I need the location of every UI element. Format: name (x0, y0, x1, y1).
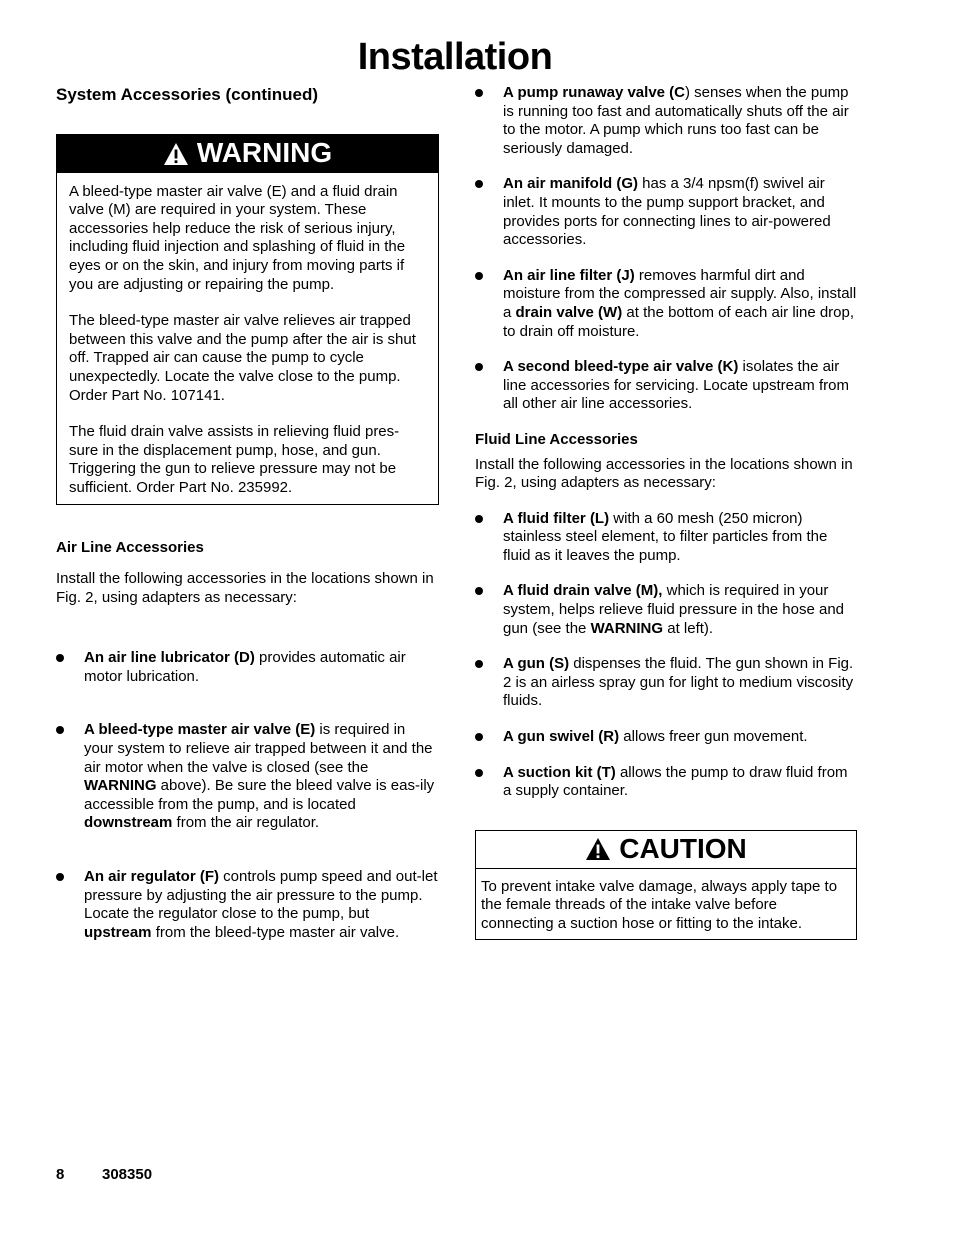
item-bold: A gun swivel (R) (503, 728, 620, 746)
air-line-list (56, 649, 438, 942)
item-bold: WARNING (590, 619, 664, 637)
item-bold: WARNING (84, 777, 157, 795)
item-text: from the bleed-type master air valve. (151, 923, 400, 941)
bullet-icon (475, 769, 483, 777)
item-bold: A suction kit (T) (503, 763, 616, 781)
item-bold: A second bleed-type air valve (K) (503, 358, 739, 376)
page-footer (56, 1166, 152, 1183)
air-line-intro: Install the following accessories in the locations shown in Fig. 2, using adapters as necessary: (56, 570, 434, 606)
warning-box (56, 134, 439, 505)
warning-header (57, 135, 438, 173)
list-item (475, 728, 857, 747)
warning-label: WARNING (196, 137, 333, 169)
doc-number: 308350 (102, 1166, 153, 1183)
item-bold: A gun (S) (503, 655, 570, 673)
item-text: controls pump speed and out-let pressure by adjusting the air pressure to the pump. Locate the regulator close to the pump, but (84, 868, 438, 923)
section-heading: System Accessories (continued) (56, 85, 319, 104)
caution-header (476, 831, 856, 869)
warning-paragraph: The fluid drain valve assists in relieving fluid pres-sure in the displacement pump, hose, and gun. Triggering the gun to relieve pressure may not be sufficient. Order Part No. 235992. (69, 423, 400, 496)
list-item (56, 649, 438, 686)
item-bold: downstream (84, 814, 173, 832)
item-text: removes harmful dirt and moisture from the compressed air supply. Also, install a (503, 266, 857, 321)
bullet-icon (56, 726, 64, 734)
list-item (475, 582, 857, 638)
item-text: at left). (663, 619, 714, 637)
fluid-line-list (475, 510, 857, 801)
caution-triangle-icon (585, 837, 611, 861)
list-item (475, 655, 857, 711)
left-column (56, 84, 438, 942)
bullet-icon (475, 363, 483, 371)
item-text: is required in your system to relieve air trapped between it and the air motor when the valve is closed (see the (84, 721, 433, 776)
list-item (475, 267, 857, 341)
item-text: has a 3/4 npsm(f) swivel air inlet. It mounts to the pump support bracket, and provides ports for connecting lines to air-powered accessories. (503, 175, 831, 249)
page-number: 8 (56, 1166, 65, 1183)
list-item (56, 721, 438, 833)
list-item (475, 175, 857, 249)
right-column (475, 84, 857, 940)
warning-triangle-icon (163, 142, 189, 166)
fluid-line-intro: Install the following accessories in the locations shown in Fig. 2, using adapters as necessary: (475, 455, 853, 492)
caution-label: CAUTION (619, 833, 747, 865)
air-line-heading: Air Line Accessories (56, 538, 204, 556)
item-bold: An air line filter (J) (503, 266, 635, 284)
list-item (475, 510, 857, 566)
item-bold: An air line lubricator (D) (84, 649, 255, 667)
item-text: above). Be sure the bleed valve is eas-ily accessible from the pump, and is located (84, 777, 435, 813)
item-text: isolates the air line accessories for servicing. Locate upstream from all other air line accessories. (503, 358, 849, 413)
item-bold: drain valve (W) (515, 303, 623, 321)
air-line-list-continued (475, 84, 857, 414)
bullet-icon (475, 272, 483, 280)
item-text: allows the pump to draw fluid from a supply container. (503, 763, 848, 800)
bullet-icon (56, 873, 64, 881)
item-text: provides automatic air motor lubrication. (84, 649, 406, 685)
bullet-icon (475, 587, 483, 595)
bullet-icon (475, 89, 483, 97)
bullet-icon (475, 733, 483, 741)
item-bold: A fluid filter (L) (503, 509, 610, 527)
item-bold: An air manifold (G) (503, 175, 638, 193)
warning-paragraph: The bleed-type master air valve relieves air trapped between this valve and the pump after the air is shut off. Trapped air can cause the pump to cycle unexpectedly. Locate the valve close to the pump. Order Part No. 107141. (69, 312, 416, 404)
item-text: with a 60 mesh (250 micron) stainless steel element, to filter particles from the fluid as it leaves the pump. (503, 509, 828, 564)
warning-paragraph: A bleed-type master air valve (E) and a fluid drain valve (M) are required in your system. These accessories help reduce the risk of serious injury, including fluid injection and splashing of fluid in the eyes or on the skin, and injury from moving parts if you are adjusting or repairing the pump. (69, 182, 406, 293)
item-text: ) senses when the pump is running too fast and automatically shuts off the air to the motor. A pump which runs too fast can be seriously damaged. (503, 84, 849, 157)
bullet-icon (475, 180, 483, 188)
bullet-icon (475, 515, 483, 523)
item-text: at the bottom of each air line drop, to drain off moisture. (503, 303, 855, 340)
item-bold: A pump runaway valve (C (503, 84, 685, 101)
fluid-line-heading: Fluid Line Accessories (475, 430, 638, 448)
caution-text: To prevent intake valve damage, always apply tape to the female threads of the intake valve before connecting a suction hose or fitting to the intake. (481, 877, 838, 932)
item-bold: An air regulator (F) (84, 868, 220, 886)
list-item (475, 764, 857, 801)
warning-body (57, 173, 438, 504)
item-text: from the air regulator. (172, 814, 320, 832)
list-item (475, 358, 857, 414)
bullet-icon (475, 660, 483, 668)
page-title: Installation (357, 36, 553, 78)
item-bold: A fluid drain valve (M), (503, 582, 663, 600)
bullet-icon (56, 654, 64, 662)
caution-box (475, 830, 857, 940)
list-item (56, 868, 438, 942)
item-text: which is required in your system, helps relieve fluid pressure in the hose and gun (see the (503, 582, 845, 637)
item-bold: upstream (84, 923, 152, 941)
item-text: allows freer gun movement. (619, 728, 808, 746)
item-text: dispenses the fluid. The gun shown in Fig. 2 is an airless spray gun for light to medium viscosity fluids. (503, 655, 854, 710)
item-bold: A bleed-type master air valve (E) (84, 721, 316, 739)
list-item (475, 84, 857, 158)
